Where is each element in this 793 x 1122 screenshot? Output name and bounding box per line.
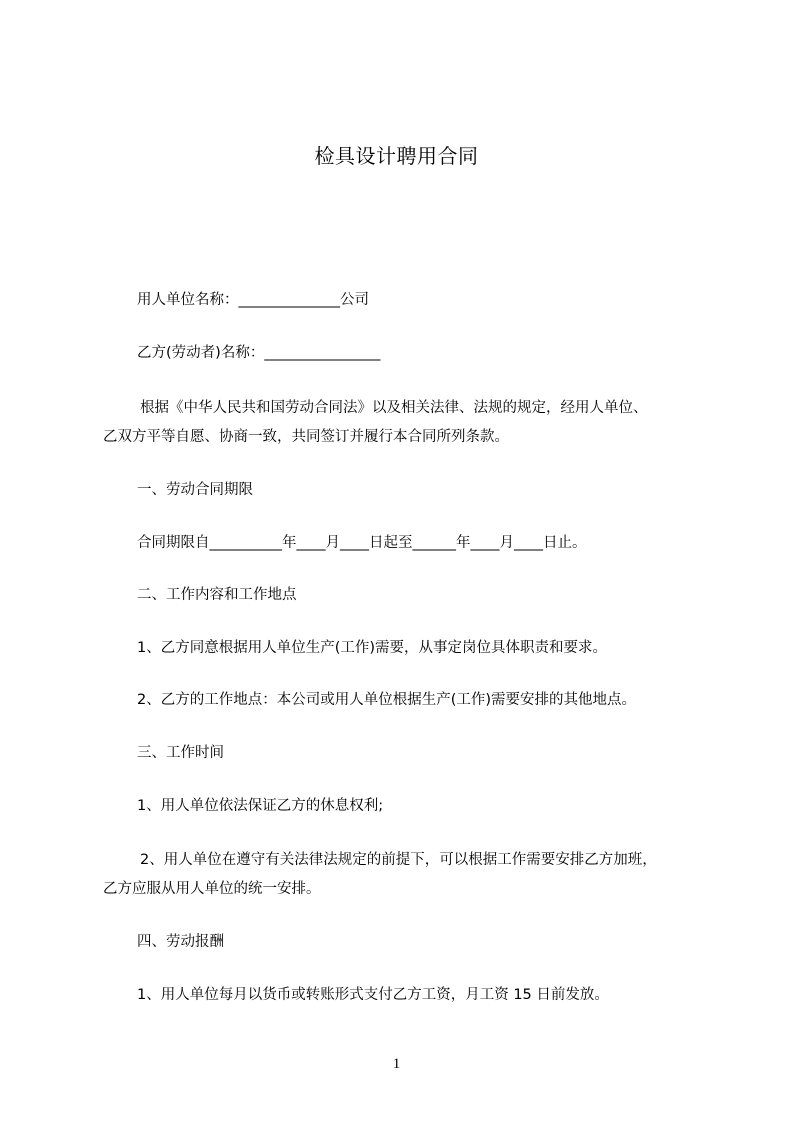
work-content-item-2: 2、乙方的工作地点：本公司或用人单位根据生产(工作)需要安排的其他地点。 bbox=[137, 692, 637, 708]
section-1-heading: 一、劳动合同期限 bbox=[137, 482, 253, 498]
preamble-line-2: 乙双方平等自愿、协商一致，共同签订并履行本合同所列条款。 bbox=[103, 429, 509, 445]
section-3-heading: 三、工作时间 bbox=[137, 745, 224, 761]
page-number: 1 bbox=[392, 1056, 401, 1072]
employer-name-line: 用人单位名称：______________公司 bbox=[137, 292, 369, 308]
party-b-name-line: 乙方(劳动者)名称：________________ bbox=[137, 345, 381, 361]
remuneration-item-1: 1、用人单位每月以货币或转账形式支付乙方工资，月工资 15 日前发放。 bbox=[137, 987, 609, 1003]
work-time-item-2-line-2: 乙方应服从用人单位的统一安排。 bbox=[103, 881, 321, 897]
section-2-heading: 二、工作内容和工作地点 bbox=[137, 587, 297, 603]
preamble-line-1: 根据《中华人民共和国劳动合同法》以及相关法律、法规的规定，经用人单位、 bbox=[140, 400, 648, 416]
work-time-item-1: 1、用人单位依法保证乙方的休息权利; bbox=[137, 798, 384, 814]
contract-term-line: 合同期限自__________年____月____日起至______年____月____日止。 bbox=[137, 535, 587, 551]
work-content-item-1: 1、乙方同意根据用人单位生产(工作)需要，从事定岗位具体职责和要求。 bbox=[137, 640, 608, 656]
document-title: 检具设计聘用合同 bbox=[314, 144, 479, 168]
section-4-heading: 四、劳动报酬 bbox=[137, 934, 224, 950]
work-time-item-2-line-1: 2、用人单位在遵守有关法律法规定的前提下，可以根据工作需要安排乙方加班， bbox=[140, 852, 657, 868]
